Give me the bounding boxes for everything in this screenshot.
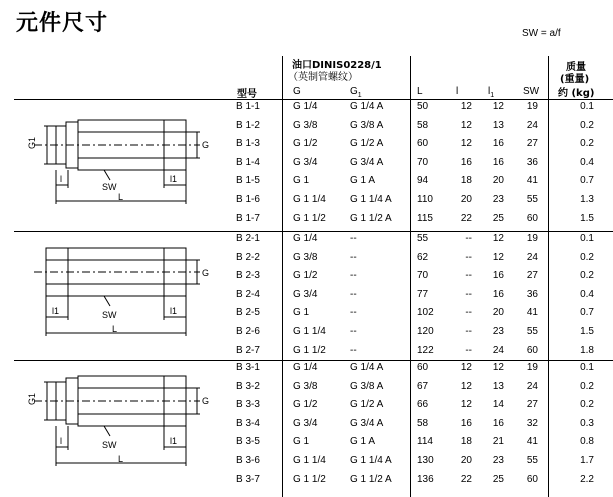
cell-g1: -- [350,233,357,244]
cell-g1: -- [350,344,357,356]
cell-sw: 27 [526,138,538,150]
cell-g1: G 3/4 A [350,156,384,168]
cell-g: G 3/4 [293,156,318,168]
dim-label-L: L [112,324,118,334]
dim-label-sw: SW [102,182,117,192]
cell-length: 58 [417,417,429,429]
cell-weight: 0.1 [580,101,594,112]
dim-label-g1: G1 [27,392,37,405]
cell-length: 50 [417,101,429,112]
cell-g: G 1 1/2 [293,344,326,356]
cell-l1: 16 [492,138,504,150]
cell-l: 12 [460,101,472,112]
dim-label-g: G [202,140,210,150]
cell-sw: 41 [526,436,538,448]
cell-sw: 36 [526,156,538,168]
cell-weight: 1.5 [580,212,594,224]
cell-l1: 12 [492,251,504,263]
header-L: L [417,86,423,97]
cell-length: 114 [417,436,433,448]
cell-g: G 3/8 [293,251,318,263]
cell-g1: -- [350,251,357,263]
cell-g: G 3/8 [293,380,318,392]
table-rule [14,99,613,100]
cell-sw: 55 [526,455,538,466]
cell-g: G 3/8 [293,119,318,131]
cell-model: B 3-6 [236,455,260,466]
cell-sw: 55 [526,194,538,205]
cell-g: G 1 [293,436,310,448]
header-g: G [293,86,301,97]
cell-g: G 1 1/2 [293,212,326,224]
cell-g: G 1 1/4 [293,326,326,337]
cell-g1: G 3/4 A [350,417,384,429]
cell-g1: G 3/8 A [350,380,384,392]
cell-model: B 1-5 [236,175,260,187]
header-weight-line3: 约 (kg) [558,88,595,99]
cell-g1: G 1 A [350,175,376,187]
cell-g: G 1 1/4 [293,455,326,466]
cell-l1: 16 [492,417,504,429]
header-l1: $l_1$ [488,86,495,99]
cell-weight: 0.7 [580,175,594,187]
header-sw: SW [523,86,540,97]
cell-l: 16 [460,156,472,168]
cell-l1: 12 [492,362,504,373]
header-l-small: l [456,86,459,97]
cell-l: 22 [460,212,472,224]
cell-l: 12 [460,138,472,150]
cell-g1: G 1/2 A [350,399,384,411]
cell-length: 77 [417,288,429,300]
cell-weight: 0.8 [580,436,594,448]
dim-label-g: G [202,268,210,278]
cell-weight: 0.1 [580,362,594,373]
cell-g1: G 1 1/2 A [350,212,392,224]
cell-l1: 13 [492,380,504,392]
cell-l1: 20 [492,175,504,187]
cell-l1: 25 [492,473,504,485]
cell-sw: 41 [526,175,538,187]
cell-sw: 60 [526,473,538,485]
cell-sw: 19 [526,101,538,112]
cell-l: -- [465,251,472,263]
cell-l1: 24 [492,344,504,356]
cell-length: 55 [417,233,429,244]
cell-model: B 3-7 [236,473,260,485]
cell-g1: G 1 1/4 A [350,194,392,205]
cell-sw: 24 [526,251,538,263]
cell-model: B 1-3 [236,138,260,150]
cell-l1: 21 [492,436,504,448]
cell-weight: 0.2 [580,270,594,282]
cell-model: B 3-1 [236,362,260,373]
cell-weight: 0.2 [580,399,594,411]
cell-l: 18 [460,175,472,187]
cell-sw: 60 [526,212,538,224]
cell-weight: 0.2 [580,138,594,150]
cell-g: G 1 [293,175,310,187]
cell-g: G 1/4 [293,101,318,112]
cell-l: -- [465,344,472,356]
dim-label-g1: G1 [27,136,37,149]
header-port-line2: （英制管螺纹） [288,72,358,83]
cell-l: 20 [460,194,472,205]
cell-model: B 2-7 [236,344,260,356]
dim-label-L: L [118,454,124,464]
cell-l1: 16 [492,270,504,282]
cell-g1: G 3/8 A [350,119,384,131]
column-divider [282,56,283,497]
cell-model: B 1-7 [236,212,260,224]
cell-l: 12 [460,399,472,411]
table-rule [14,231,613,232]
cell-weight: 1.8 [580,344,594,356]
cell-length: 136 [417,473,434,485]
header-model: 型号 [237,89,257,100]
cell-l: 12 [460,119,472,131]
cell-sw: 27 [526,270,538,282]
cell-sw: 36 [526,288,538,300]
cell-g1: G 1/2 A [350,138,384,150]
cell-g: G 1/2 [293,270,318,282]
drawing-type-b3 [14,370,214,480]
cell-model: B 3-5 [236,436,260,448]
cell-g1: -- [350,288,357,300]
cell-sw: 60 [526,344,538,356]
cell-weight: 0.2 [580,119,594,131]
cell-l: 18 [460,436,472,448]
cell-weight: 1.7 [580,455,594,466]
cell-length: 130 [417,455,434,466]
cell-model: B 2-2 [236,251,260,263]
cell-l1: 16 [492,288,504,300]
cell-model: B 3-3 [236,399,260,411]
cell-l: -- [465,270,472,282]
dim-label-sw: SW [102,310,117,320]
header-weight-line1: 质量 [566,62,586,73]
cell-model: B 2-3 [236,270,260,282]
cell-weight: 0.1 [580,233,594,244]
cell-g: G 1/2 [293,138,318,150]
sw-note: SW = a/f [522,28,561,39]
table-rule [14,360,613,361]
header-weight-line2: (重量) [560,74,590,85]
cell-l1: 13 [492,119,504,131]
cell-length: 115 [417,212,433,224]
cell-l: -- [465,326,472,337]
dim-label-l1: l1 [170,436,178,446]
cell-length: 62 [417,251,429,263]
cell-l1: 23 [492,326,504,337]
dim-label-L: L [118,192,124,202]
column-divider [548,56,549,497]
cell-length: 120 [417,326,434,337]
cell-g: G 1/4 [293,362,318,373]
cell-weight: 1.3 [580,194,594,205]
header-g1: $G_1$ [350,86,362,99]
cell-g1: G 1 A [350,436,376,448]
cell-model: B 3-4 [236,417,260,429]
cell-length: 94 [417,175,429,187]
cell-model: B 1-1 [236,101,260,112]
cell-weight: 2.2 [580,473,594,485]
dim-label-l-small: l [60,174,62,184]
cell-model: B 2-1 [236,233,260,244]
cell-length: 110 [417,194,433,205]
cell-sw: 24 [526,380,538,392]
cell-model: B 2-6 [236,326,260,337]
page-title: 元件尺寸 [16,11,109,36]
dim-label-l1: l1 [52,306,60,316]
cell-model: B 1-6 [236,194,260,205]
dim-label-g: G [202,396,210,406]
cell-sw: 19 [526,362,538,373]
dim-label-l1: l1 [170,174,178,184]
cell-l: 16 [460,417,472,429]
cell-length: 70 [417,270,429,282]
cell-g1: G 1/4 A [350,101,384,112]
cell-l: 20 [460,455,472,466]
dim-label-l-small: l [60,436,62,446]
cell-length: 67 [417,380,429,392]
cell-weight: 0.4 [580,288,594,300]
cell-sw: 24 [526,119,538,131]
dim-label-l1: l1 [170,306,178,316]
cell-l: 22 [460,473,472,485]
cell-model: B 2-4 [236,288,260,300]
cell-weight: 0.7 [580,307,594,319]
cell-length: 102 [417,307,434,319]
cell-g1: G 1 1/2 A [350,473,392,485]
cell-length: 58 [417,119,429,131]
drawing-type-b2 [14,240,214,350]
cell-weight: 0.4 [580,156,594,168]
column-divider [410,56,411,497]
cell-l1: 20 [492,307,504,319]
cell-l1: 14 [492,399,504,411]
cell-l: -- [465,307,472,319]
cell-g: G 1/2 [293,399,318,411]
cell-l: -- [465,233,472,244]
cell-g1: -- [350,326,357,337]
dim-label-sw: SW [102,440,117,450]
cell-g: G 1/4 [293,233,318,244]
cell-l: -- [465,288,472,300]
cell-sw: 27 [526,399,538,411]
cell-l1: 16 [492,156,504,168]
cell-sw: 32 [526,417,538,429]
cell-g1: G 1/4 A [350,362,384,373]
cell-g: G 1 1/4 [293,194,326,205]
cell-weight: 0.2 [580,380,594,392]
cell-g1: -- [350,270,357,282]
cell-g1: -- [350,307,357,319]
cell-l1: 12 [492,101,504,112]
header-port-line1: 油口DINIS0228/1 [292,60,382,71]
cell-length: 60 [417,362,429,373]
cell-weight: 1.5 [580,326,594,337]
cell-g: G 1 1/2 [293,473,326,485]
drawing-type-b1 [14,108,214,218]
cell-l: 12 [460,362,472,373]
cell-g: G 3/4 [293,417,318,429]
cell-l1: 12 [492,233,504,244]
cell-model: B 2-5 [236,307,260,319]
cell-sw: 19 [526,233,538,244]
cell-model: B 3-2 [236,380,260,392]
cell-weight: 0.3 [580,417,594,429]
cell-g1: G 1 1/4 A [350,455,392,466]
cell-length: 122 [417,344,434,356]
cell-model: B 1-2 [236,119,260,131]
cell-length: 60 [417,138,429,150]
cell-length: 70 [417,156,429,168]
cell-l: 12 [460,380,472,392]
cell-length: 66 [417,399,429,411]
cell-g: G 1 [293,307,310,319]
cell-l1: 25 [492,212,504,224]
cell-g: G 3/4 [293,288,318,300]
cell-weight: 0.2 [580,251,594,263]
cell-model: B 1-4 [236,156,260,168]
cell-sw: 41 [526,307,538,319]
cell-l1: 23 [492,455,504,466]
cell-l1: 23 [492,194,504,205]
cell-sw: 55 [526,326,538,337]
